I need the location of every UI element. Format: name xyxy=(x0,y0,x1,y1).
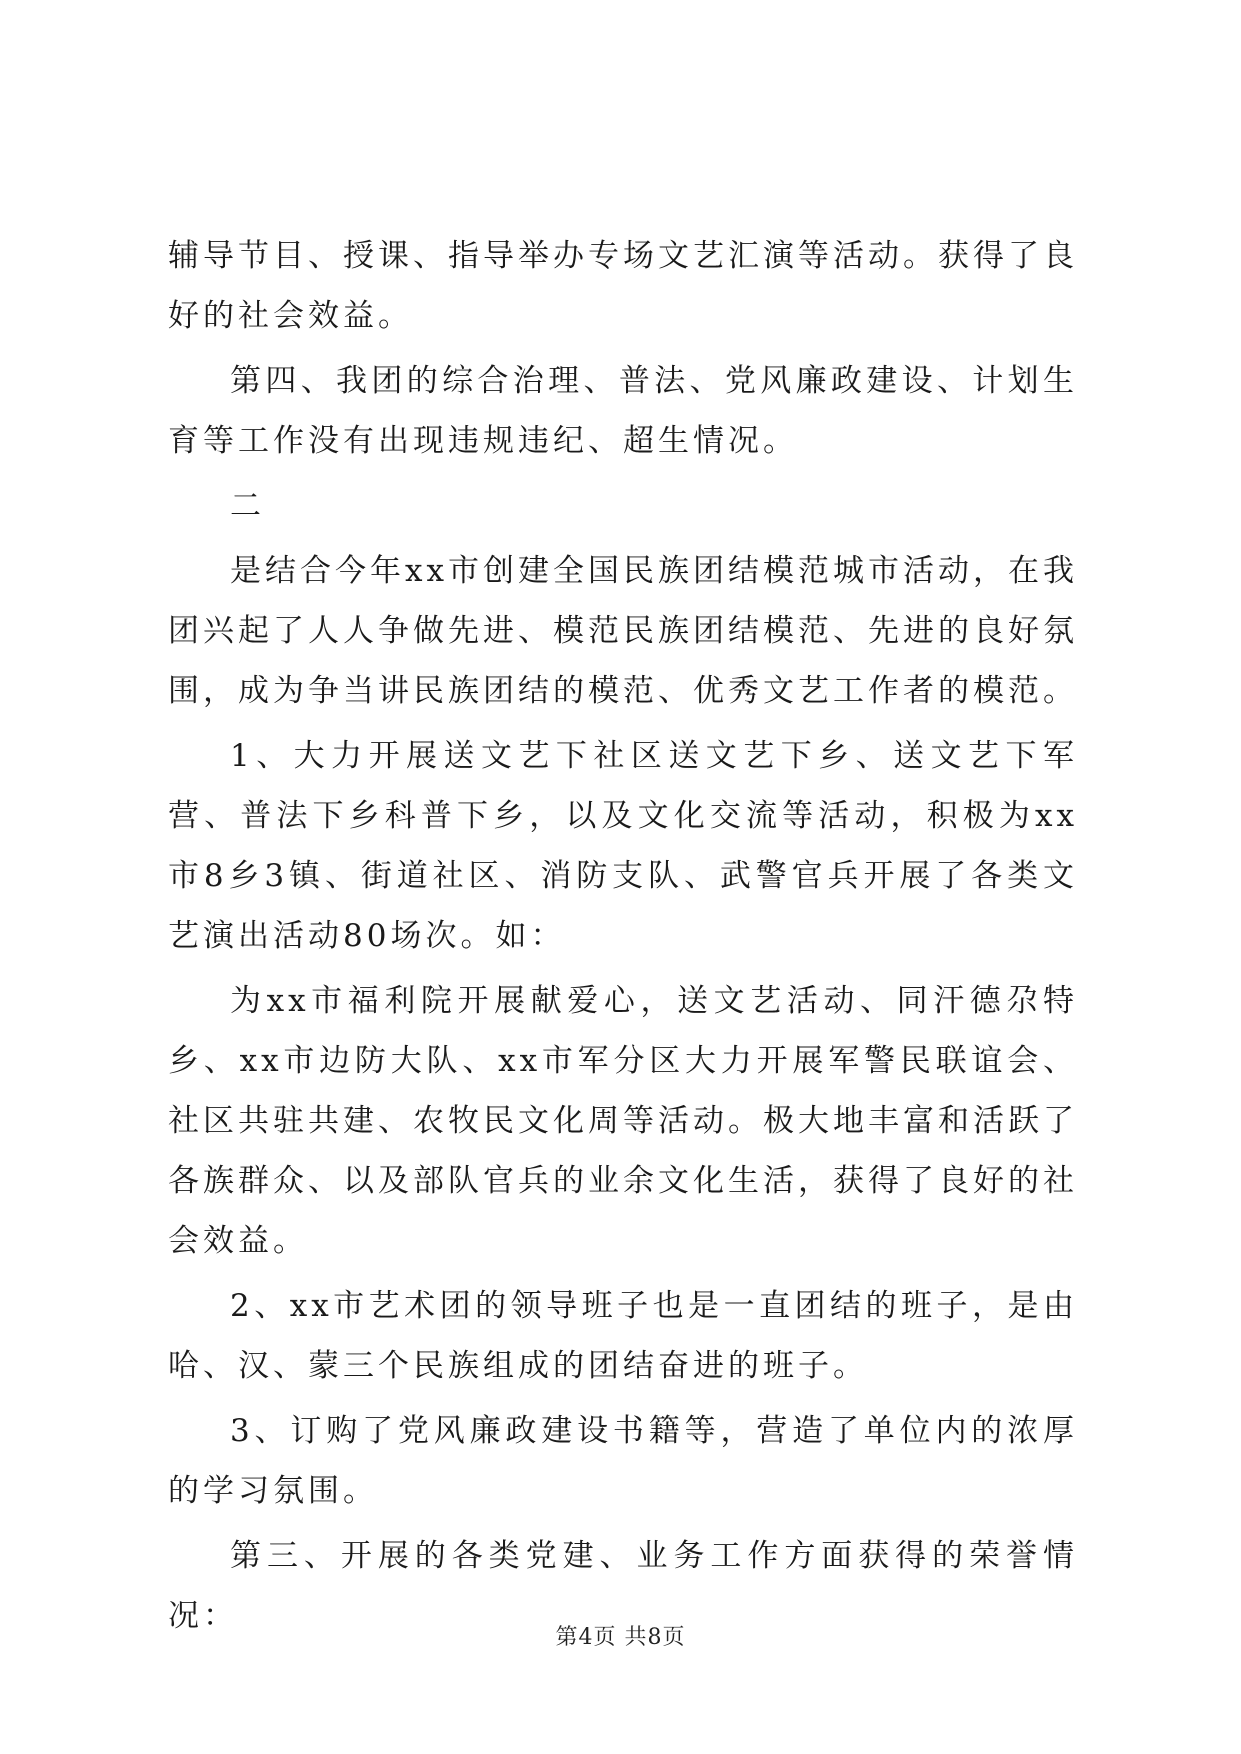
paragraph: 1、大力开展送文艺下社区送文艺下乡、送文艺下军营、普法下乡科普下乡，以及文化交流等活动，积极为xx市8乡3镇、街道社区、消防支队、武警官兵开展了各类文艺演出活动80场次。如： xyxy=(168,738,1078,954)
paragraph: 3、订购了党风廉政建设书籍等，营造了单位内的浓厚的学习氛围。 xyxy=(168,1413,1078,1509)
body-text xyxy=(168,226,1078,1651)
paragraph: 第三、开展的各类党建、业务工作方面获得的荣誉情况： xyxy=(168,1538,1078,1634)
paragraph: 二 xyxy=(230,488,265,524)
page-number-label: 第4页 共8页 xyxy=(555,1625,686,1650)
paragraph: 2、xx市艺术团的领导班子也是一直团结的班子，是由哈、汉、蒙三个民族组成的团结奋进的班子。 xyxy=(168,1288,1078,1384)
page-footer xyxy=(0,1620,1241,1651)
paragraph: 第四、我团的综合治理、普法、党风廉政建设、计划生育等工作没有出现违规违纪、超生情况。 xyxy=(168,363,1078,459)
paragraph: 为xx市福利院开展献爱心，送文艺活动、同汗德尕特乡、xx市边防大队、xx市军分区大力开展军警民联谊会、社区共驻共建、农牧民文化周等活动。极大地丰富和活跃了各族群众、以及部队官兵的业余文化生活，获得了良好的社会效益。 xyxy=(168,983,1078,1259)
paragraph: 辅导节目、授课、指导举办专场文艺汇演等活动。获得了良好的社会效益。 xyxy=(168,238,1078,334)
paragraph: 是结合今年xx市创建全国民族团结模范城市活动，在我团兴起了人人争做先进、模范民族团结模范、先进的良好氛围，成为争当讲民族团结的模范、优秀文艺工作者的模范。 xyxy=(168,553,1078,709)
